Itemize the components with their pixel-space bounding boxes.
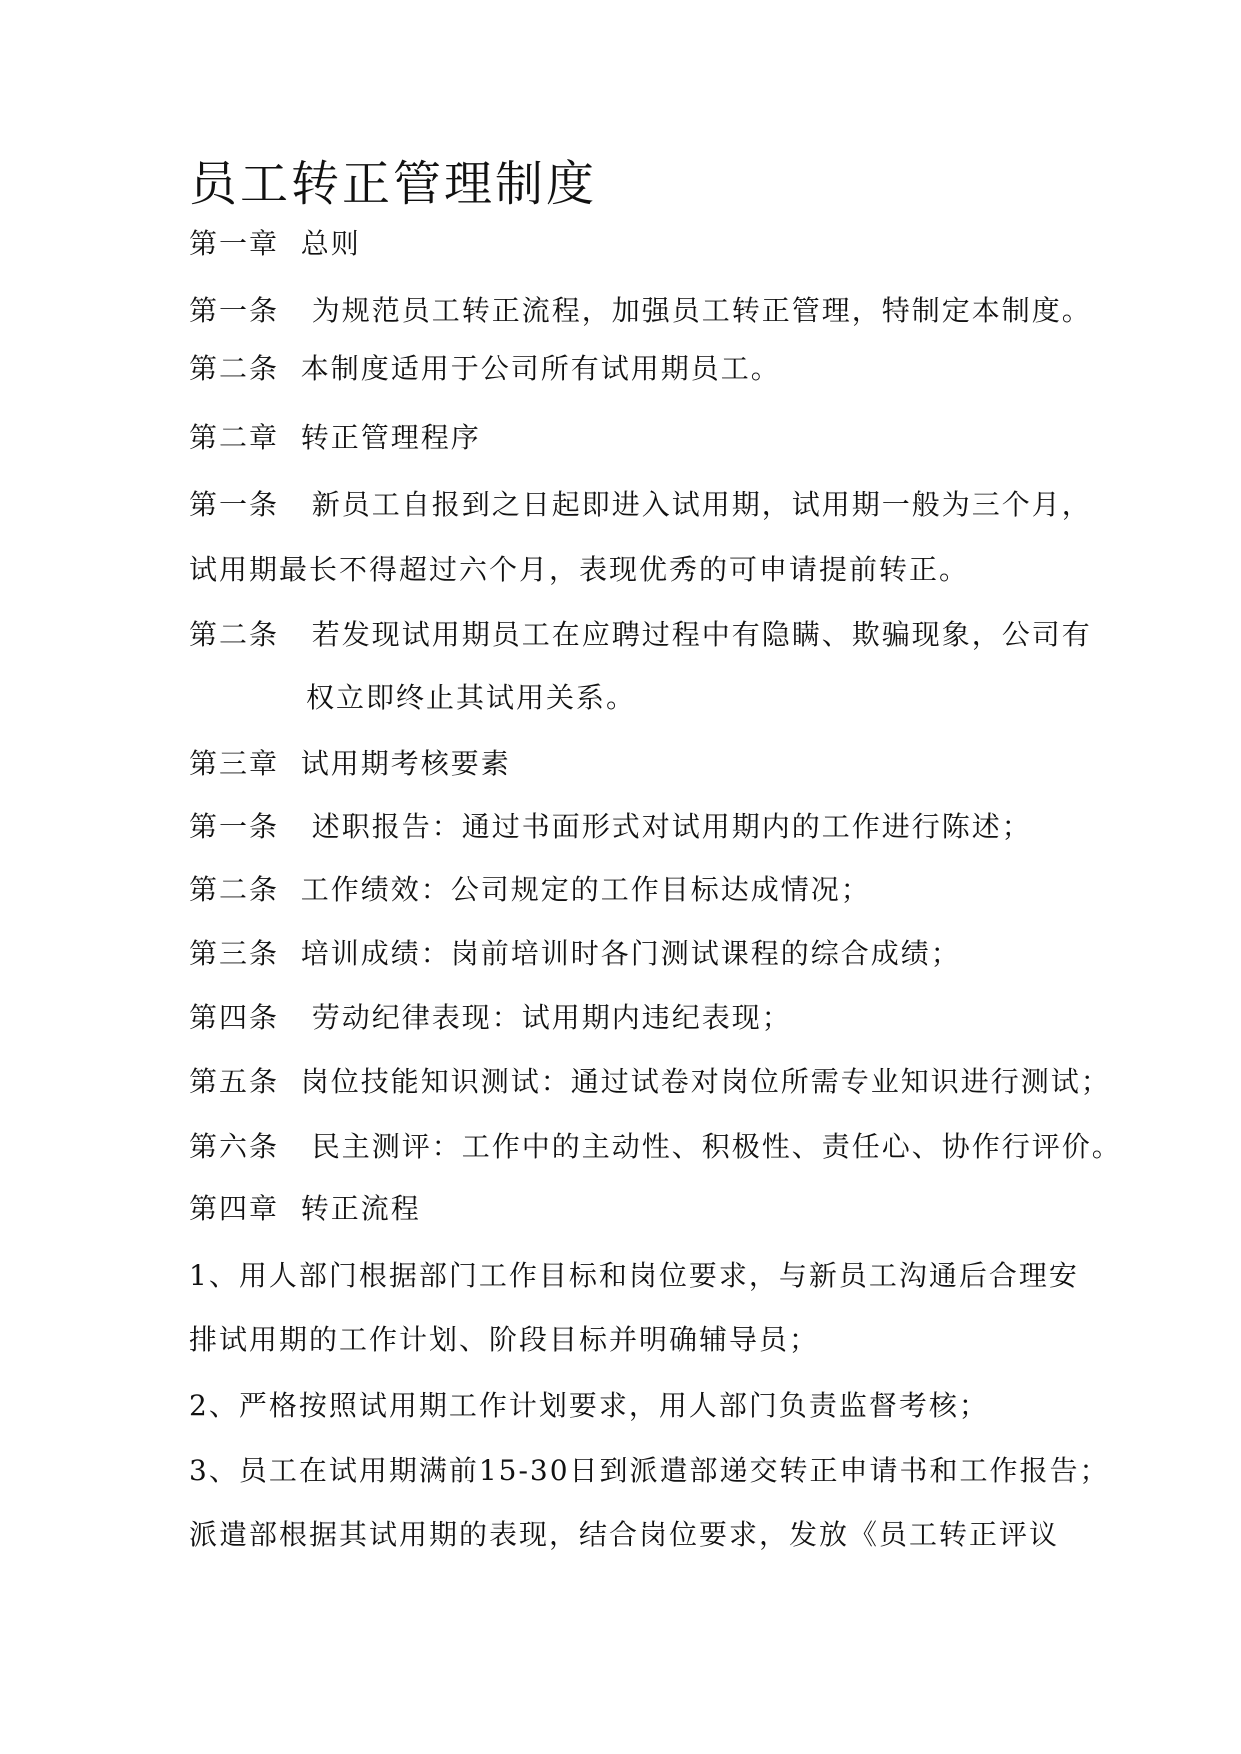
document-title: 员工转正管理制度	[189, 156, 598, 212]
chapter-4-item-2: 2、严格按照试用期工作计划要求，用人部门负责监督考核；	[189, 1389, 989, 1422]
chapter-4-item-3-line-2: 派遣部根据其试用期的表现，结合岗位要求，发放《员工转正评议	[189, 1518, 1060, 1551]
chapter-2-article-1-line-2: 试用期最长不得超过六个月，表现优秀的可申请提前转正。	[189, 553, 970, 586]
chapter-2-article-2-line-1: 第二条 若发现试用期员工在应聘过程中有隐瞒、欺骗现象，公司有	[189, 618, 1092, 651]
chapter-4-item-3-line-1: 3、员工在试用期满前15-30日到派遣部递交转正申请书和工作报告；	[189, 1454, 1110, 1487]
chapter-3-article-4: 第四条 劳动纪律表现：试用期内违纪表现；	[189, 1001, 792, 1034]
chapter-4-item-1-line-1: 1、用人部门根据部门工作目标和岗位要求，与新员工沟通后合理安	[189, 1259, 1079, 1292]
chapter-3-heading: 第三章 试用期考核要素	[189, 747, 511, 780]
chapter-4-heading: 第四章 转正流程	[189, 1192, 421, 1225]
chapter-3-article-1: 第一条 述职报告：通过书面形式对试用期内的工作进行陈述；	[189, 810, 1032, 843]
chapter-2-heading: 第二章 转正管理程序	[189, 421, 481, 454]
chapter-2-article-2-line-2: 权立即终止其试用关系。	[306, 681, 637, 714]
chapter-3-article-3: 第三条 培训成绩：岗前培训时各门测试课程的综合成绩；	[189, 937, 961, 970]
chapter-1-article-1: 第一条 为规范员工转正流程，加强员工转正管理，特制定本制度。	[189, 294, 1092, 327]
chapter-2-article-1-line-1: 第一条 新员工自报到之日起即进入试用期，试用期一般为三个月，	[189, 488, 1092, 521]
chapter-3-article-2: 第二条 工作绩效：公司规定的工作目标达成情况；	[189, 873, 871, 906]
chapter-3-article-6: 第六条 民主测评：工作中的主动性、积极性、责任心、协作行评价。	[189, 1130, 1122, 1163]
chapter-3-article-5: 第五条 岗位技能知识测试：通过试卷对岗位所需专业知识进行测试；	[189, 1065, 1111, 1098]
chapter-4-item-1-line-2: 排试用期的工作计划、阶段目标并明确辅导员；	[189, 1323, 820, 1356]
chapter-1-article-2: 第二条 本制度适用于公司所有试用期员工。	[189, 352, 781, 385]
chapter-1-heading: 第一章 总则	[189, 227, 361, 260]
